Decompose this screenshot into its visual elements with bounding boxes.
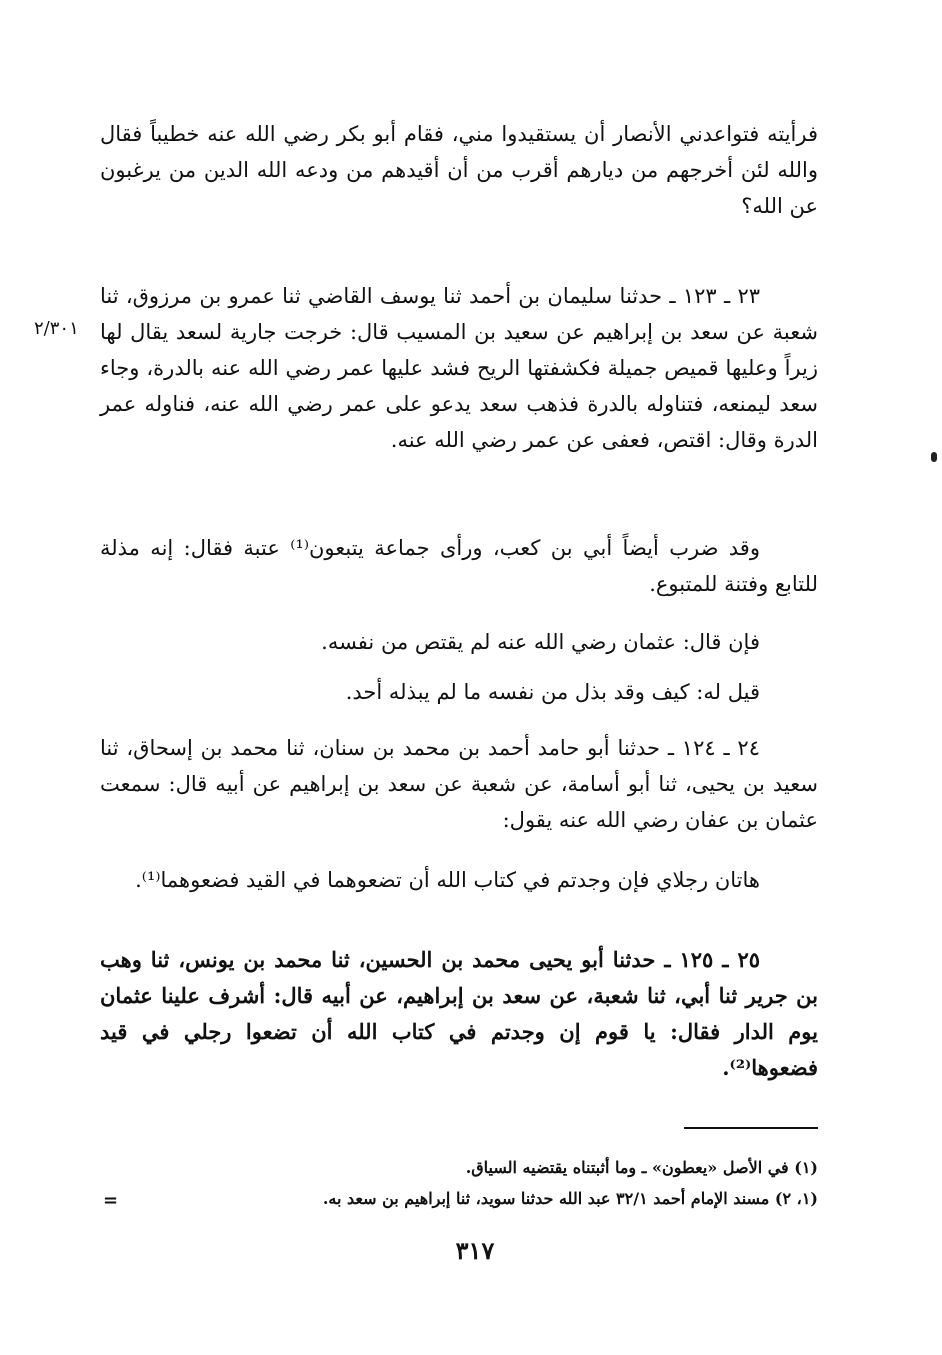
paragraph-text: فرأيته فتواعدني الأنصار أن يستقيدوا مني، فقام أبو بكر رضي الله عنه خطيباً فقال والله لئن أخرجهم من ديارهم أقرب من أن أقيدهم من ودعه الله الدين من يرغبون عن الله؟ — [100, 122, 818, 218]
paragraph-text: هاتان رجلاي فإن وجدتم في كتاب الله أن تضعوهما في القيد فضعوهما⁽¹⁾. — [135, 868, 760, 892]
paragraph-text: وقد ضرب أيضاً أبي بن كعب، ورأى جماعة يتبعون⁽¹⁾ عتبة فقال: إنه مذلة للتابع وفتنة للمتبوع. — [100, 536, 818, 596]
paragraph-7 — [100, 862, 818, 898]
footnote-2: (١، ٢) مسند الإمام أحمد ٣٢/١ عبد الله حدثنا سويد، ثنا إبراهيم بن سعد به. — [322, 1189, 818, 1208]
paragraph-hadith-123 — [100, 278, 818, 458]
edge-mark — [931, 452, 937, 462]
paragraph-hadith-124 — [100, 730, 818, 838]
footnotes — [240, 1152, 818, 1214]
paragraph-text: ٢٤ ـ ١٢٤ ـ حدثنا أبو حامد أحمد بن محمد بن سنان، ثنا محمد بن إسحاق، ثنا سعيد بن يحيى، ثنا أبو أسامة، عن شعبة عن سعد بن إبراهيم عن أبيه قال: سمعت عثمان بن عفان رضي الله عنه يقول: — [100, 736, 818, 832]
paragraph-5 — [100, 674, 818, 710]
paragraph-hadith-125 — [100, 942, 818, 1086]
footnote-separator — [684, 1127, 818, 1129]
paragraph-3 — [100, 530, 818, 602]
paragraph-text: فإن قال: عثمان رضي الله عنه لم يقتص من نفسه. — [321, 630, 760, 654]
page-number: ٣١٧ — [455, 1236, 495, 1265]
paragraph-4 — [100, 624, 818, 660]
paragraph-text: قيل له: كيف وقد بذل من نفسه ما لم يبذله أحد. — [345, 680, 760, 704]
paragraph-1 — [100, 116, 818, 224]
footnote-1: (١) في الأصل «يعطون» ـ وما أثبتناه يقتضيه السياق. — [465, 1158, 818, 1177]
margin-reference: ٢/٣٠١ — [34, 318, 79, 339]
paragraph-text: ٢٥ ـ ١٢٥ ـ حدثنا أبو يحيى محمد بن الحسين، ثنا محمد بن يونس، ثنا وهب بن جرير ثنا أبي، ثنا شعبة، عن سعد بن إبراهيم، عن أبيه قال: أشرف علينا عثمان يوم الدار فقال: يا قوم إن وجدتم في كتاب الله أن تضعوا رجلي في قيد فضعوها⁽²⁾. — [100, 947, 818, 1080]
continuation-mark: = — [103, 1190, 119, 1211]
paragraph-text: ٢٣ ـ ١٢٣ ـ حدثنا سليمان بن أحمد ثنا يوسف القاضي ثنا عمرو بن مرزوق، ثنا شعبة عن سعد بن إبراهيم عن سعيد بن المسيب قال: خرجت جارية لسعد يقال لها زيراً وعليها قميص جميلة فكشفتها الريح فشد عليها عمر رضي الله عنه بالدرة، وجاء سعد ليمنعه، فتناوله بالدرة فذهب سعد يدعو على عمر رضي الله عنه، فناوله عمر الدرة وقال: اقتص، فعفى عن عمر رضي الله عنه. — [100, 284, 818, 452]
